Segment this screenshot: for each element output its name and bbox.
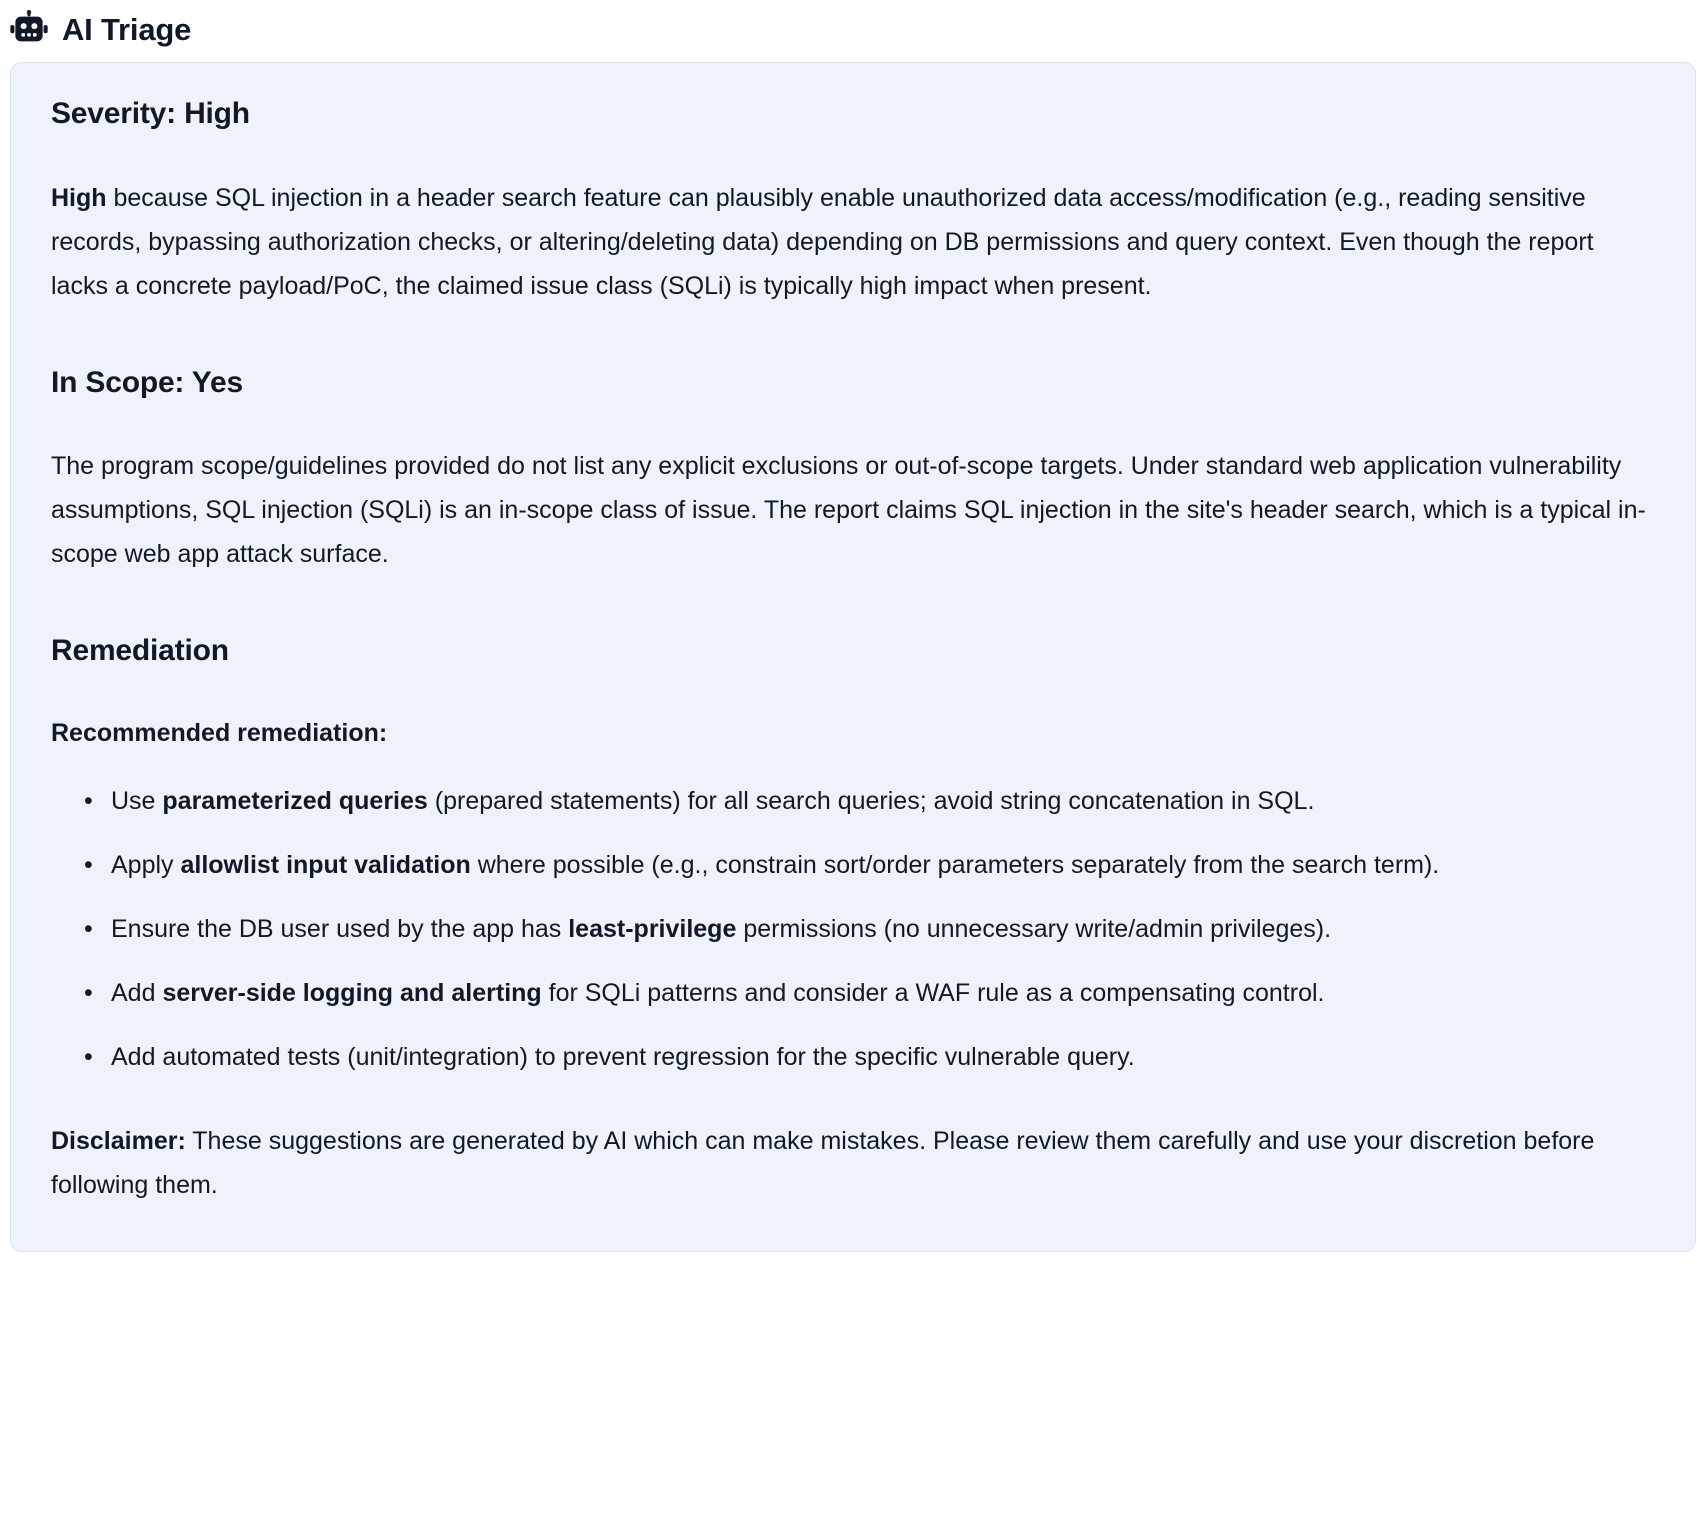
list-item	[111, 1035, 1655, 1079]
list-item-text: Add automated tests (unit/integration) to prevent regression for the specific vulnerable query.	[111, 1042, 1135, 1071]
recommended-remediation-label: Recommended remediation:	[51, 718, 388, 747]
disclaimer-text: These suggestions are generated by AI which can make mistakes. Please review them carefully and use your discretion before following them.	[51, 1126, 1595, 1199]
list-item-text-tail: permissions (no unnecessary write/admin privileges).	[736, 914, 1332, 943]
list-item-text: Use	[111, 786, 163, 815]
severity-paragraph	[51, 176, 1655, 308]
disclaimer-label: Disclaimer:	[51, 1126, 186, 1155]
scope-paragraph: The program scope/guidelines provided do not list any explicit exclusions or out-of-scope targets. Under standard web application vulnerability assumptions, SQL injection (SQLi) is an in-scope class of issue. The report claims SQL injection in the site's header search, which is a typical in-scope web app attack surface.	[51, 452, 1646, 568]
severity-emphasis: High	[51, 183, 107, 212]
list-item-emphasis: allowlist input validation	[180, 850, 471, 879]
list-item-emphasis: server-side logging and alerting	[162, 978, 542, 1007]
list-item	[111, 779, 1655, 823]
scope-heading: In Scope: Yes	[51, 365, 243, 399]
list-item	[111, 843, 1655, 887]
list-item	[111, 907, 1655, 951]
list-item-text-tail: for SQLi patterns and consider a WAF rule as a compensating control.	[541, 978, 1325, 1007]
ai-triage-card	[10, 62, 1696, 1252]
list-item-text: Ensure the DB user used by the app has	[111, 914, 569, 943]
list-item-text-tail: where possible (e.g., constrain sort/order parameters separately from the search term).	[470, 850, 1440, 879]
list-item-text: Apply	[111, 850, 181, 879]
list-item-emphasis: least-privilege	[568, 914, 737, 943]
list-item-emphasis: parameterized queries	[162, 786, 428, 815]
list-item	[111, 971, 1655, 1015]
page-title: AI Triage	[62, 11, 192, 47]
severity-paragraph-text: because SQL injection in a header search feature can plausibly enable unauthorized data access/modification (e.g., reading sensitive records, bypassing authorization checks, or altering/deleting data) depending on DB permissions and query context. Even though the report lacks a concrete payload/PoC, the claimed issue class (SQLi) is typically high impact when present.	[51, 183, 1594, 300]
severity-heading: Severity: High	[51, 97, 250, 130]
remediation-heading: Remediation	[51, 634, 229, 667]
remediation-list	[51, 779, 1655, 1079]
ai-triage-header	[0, 0, 1706, 62]
robot-icon	[10, 10, 48, 48]
disclaimer	[51, 1119, 1655, 1207]
list-item-text-tail: (prepared statements) for all search queries; avoid string concatenation in SQL.	[427, 786, 1315, 815]
list-item-text: Add	[111, 978, 163, 1007]
